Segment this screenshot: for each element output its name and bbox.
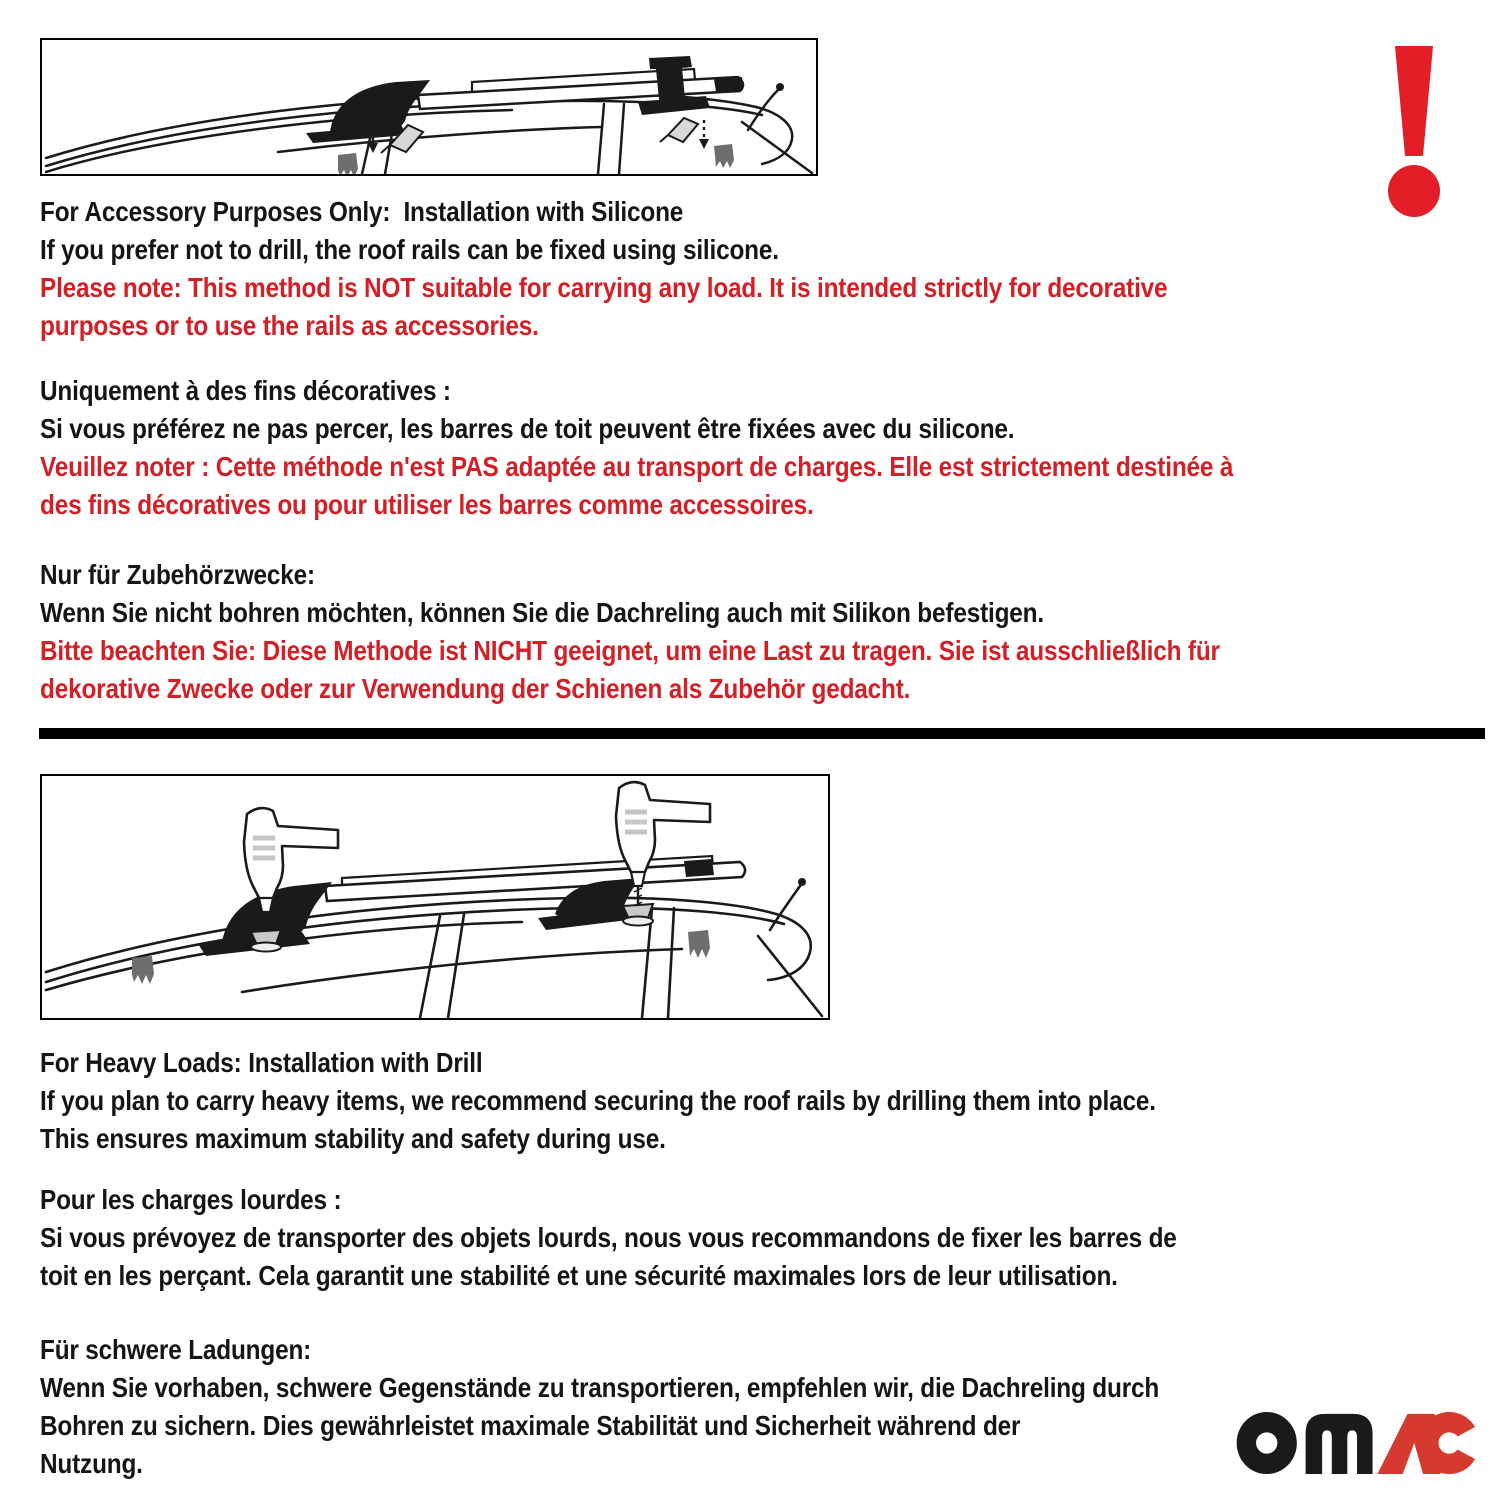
silicone-installation-diagram-icon	[42, 40, 816, 174]
warning-line: purposes or to use the rails as accessories.	[40, 310, 539, 341]
section-en-drill	[40, 1044, 1156, 1158]
text-line: This ensures maximum stability and safety during use.	[40, 1123, 666, 1154]
section-heading: For Accessory Purposes Only: Installation with Silicone	[40, 196, 684, 227]
warning-line: Bitte beachten Sie: Diese Methode ist NICHT geeignet, um eine Last zu tragen. Sie ist ausschließlich für	[40, 635, 1220, 666]
warning-line: Veuillez noter : Cette méthode n'est PAS adaptée au transport de charges. Elle est strictement destinée à	[40, 451, 1234, 482]
section-fr-silicone	[40, 372, 1233, 524]
silicone-tube-icon	[381, 118, 698, 153]
drill-installation-diagram-icon	[42, 776, 828, 1018]
text-line: Nutzung.	[40, 1448, 143, 1479]
drill-icon	[616, 782, 710, 925]
warning-line: dekorative Zwecke oder zur Verwendung der Schienen als Zubehör gedacht.	[40, 673, 911, 704]
section-de-silicone	[40, 556, 1220, 708]
section-en-silicone	[40, 193, 1167, 345]
warning-line: des fins décoratives ou pour utiliser les barres comme accessoires.	[40, 489, 814, 520]
exclamation-icon	[1386, 46, 1442, 218]
section-heading: Für schwere Ladungen:	[40, 1334, 312, 1365]
text-line: Si vous préférez ne pas percer, les barres de toit peuvent être fixées avec du silicone.	[40, 413, 1015, 444]
text-line: If you prefer not to drill, the roof rails can be fixed using silicone.	[40, 234, 779, 265]
omac-logo	[1233, 1410, 1483, 1476]
section-heading: Nur für Zubehörzwecke:	[40, 559, 316, 590]
text-line: toit en les perçant. Cela garantit une stabilité et une sécurité maximales lors de leur utilisation.	[40, 1260, 1118, 1291]
text-line: If you plan to carry heavy items, we recommend securing the roof rails by drilling them into place.	[40, 1085, 1156, 1116]
text-line: Bohren zu sichern. Dies gewährleistet maximale Stabilität und Sicherheit während der	[40, 1410, 1021, 1441]
section-fr-drill	[40, 1181, 1177, 1295]
section-heading: For Heavy Loads: Installation with Drill	[40, 1047, 483, 1078]
section-heading: Pour les charges lourdes :	[40, 1184, 342, 1215]
section-divider	[39, 728, 1485, 739]
text-line: Wenn Sie vorhaben, schwere Gegenstände zu transportieren, empfehlen wir, die Dachreling durch	[40, 1372, 1160, 1403]
silicone-diagram-box	[40, 38, 818, 176]
text-line: Si vous prévoyez de transporter des objets lourds, nous vous recommandons de fixer les barres de	[40, 1222, 1177, 1253]
section-heading: Uniquement à des fins décoratives :	[40, 375, 451, 406]
text-line: Wenn Sie nicht bohren möchten, können Sie die Dachreling auch mit Silikon befestigen.	[40, 597, 1044, 628]
warning-line: Please note: This method is NOT suitable for carrying any load. It is intended strictly for decorative	[40, 272, 1168, 303]
drill-diagram-box	[40, 774, 830, 1020]
section-de-drill	[40, 1331, 1159, 1483]
